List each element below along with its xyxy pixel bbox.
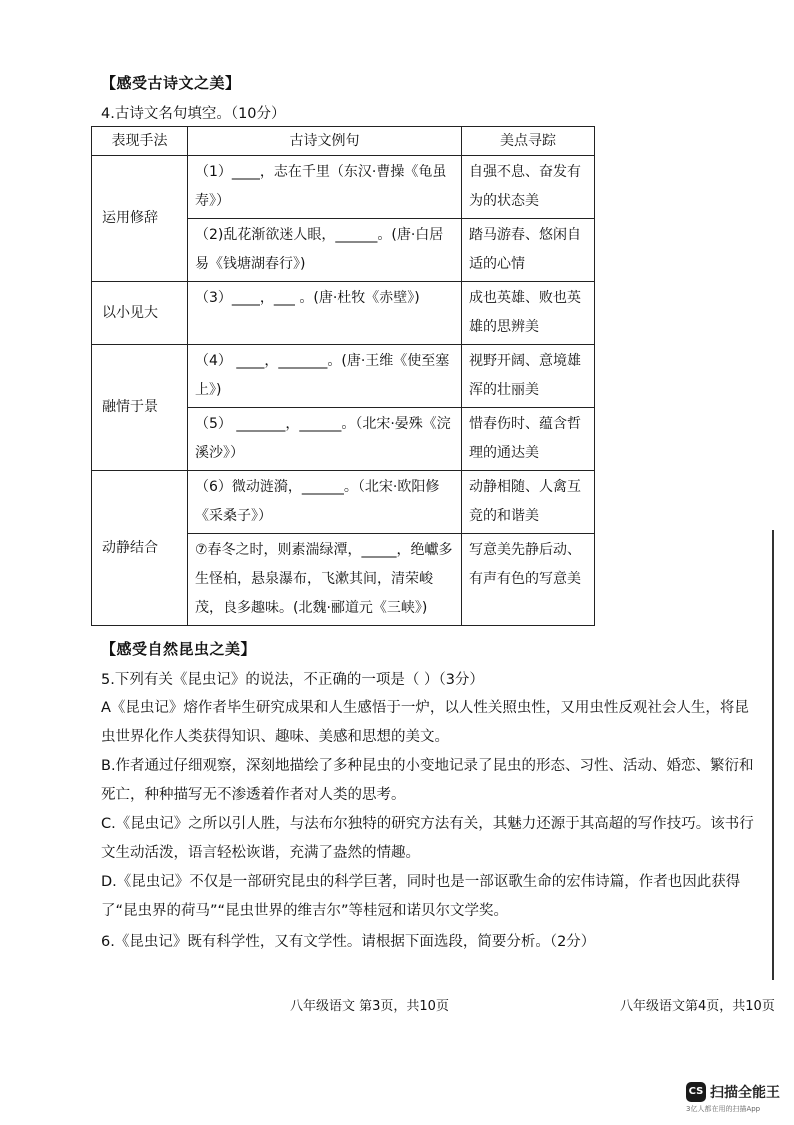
example-cell: ⑦春冬之时，则素湍绿潭，_____，绝巘多生怪柏，悬泉瀑布，飞漱其间，清荣峻茂，良多趣味。(北魏·郦道元《三峡》) — [188, 534, 462, 626]
table-row — [92, 471, 595, 534]
header-technique: 表现手法 — [92, 127, 188, 156]
example-cell: （6）微动涟漪，______。（北宋·欧阳修《采桑子》） — [188, 471, 462, 534]
category-cell: 以小见大 — [92, 282, 188, 345]
example-cell: （1）____，志在千里（东汉·曹操《龟虽寿》） — [188, 156, 462, 219]
question-5-stem: 5.下列有关《昆虫记》的说法，不正确的一项是（ ）（3分） — [101, 672, 484, 688]
option-c: C.《昆虫记》之所以引人胜，与法布尔独特的研究方法有关，其魅力还源于其高超的写作技巧。该书行文生动活泼，语言轻松诙谐，充满了盎然的情趣。 — [101, 816, 754, 861]
header-example: 古诗文例句 — [188, 127, 462, 156]
beauty-cell: 视野开阔、意境雄浑的壮丽美 — [462, 345, 595, 408]
header-beauty: 美点寻踪 — [462, 127, 595, 156]
beauty-cell: 自强不息、奋发有为的状态美 — [462, 156, 595, 219]
footer-page-left: 八年级语文 第3页，共10页 — [290, 999, 449, 1014]
footer-page-right: 八年级语文第4页，共10页 — [620, 999, 775, 1014]
beauty-cell: 成也英雄、败也英雄的思辨美 — [462, 282, 595, 345]
table-row — [92, 282, 595, 345]
table-header-row — [92, 127, 595, 156]
category-cell: 融情于景 — [92, 345, 188, 471]
table-row — [92, 156, 595, 219]
beauty-cell: 写意美先静后动、有声有色的写意美 — [462, 534, 595, 626]
option-a: A《昆虫记》熔作者毕生研究成果和人生感悟于一炉，以人性关照虫性，又用虫性反观社会人生，将昆虫世界化作人类获得知识、趣味、美感和思想的美文。 — [101, 700, 749, 745]
section-title-insects: 【感受自然昆虫之美】 — [101, 640, 257, 658]
camscanner-tagline: 3亿人都在用的扫描App — [686, 1105, 761, 1113]
example-cell: （5） _______，______。（北宋·晏殊《浣溪沙》） — [188, 408, 462, 471]
beauty-cell: 踏马游春、悠闲自适的心情 — [462, 219, 595, 282]
beauty-cell: 惜春伤时、蕴含哲理的通达美 — [462, 408, 595, 471]
category-cell: 动静结合 — [92, 471, 188, 626]
beauty-cell: 动静相随、人禽互竞的和谐美 — [462, 471, 595, 534]
section-title-ancient-poetry: 【感受古诗文之美】 — [101, 74, 241, 92]
category-cell: 运用修辞 — [92, 156, 188, 282]
example-cell: （2)乱花渐欲迷人眼，______。(唐·白居易《钱塘湖春行》) — [188, 219, 462, 282]
option-d: D.《昆虫记》不仅是一部研究昆虫的科学巨著，同时也是一部讴歌生命的宏伟诗篇，作者也因此获得了“昆虫界的荷马”“昆虫世界的维吉尔”等桂冠和诺贝尔文学奖。 — [101, 874, 741, 919]
table-row — [92, 345, 595, 408]
camscanner-name: 扫描全能王 — [710, 1085, 780, 1101]
page-divider-line — [772, 530, 774, 980]
camscanner-logo-icon: CS — [686, 1082, 706, 1102]
option-b: B.作者通过仔细观察，深刻地描绘了多种昆虫的小变地记录了昆虫的形态、习性、活动、婚恋、繁衍和死亡，种种描写无不渗透着作者对人类的思考。 — [101, 758, 754, 803]
question-4-stem: 4.古诗文名句填空。（10分） — [101, 106, 286, 122]
example-cell: （3）____，___ 。(唐·杜牧《赤壁》) — [188, 282, 462, 345]
poem-fill-table — [91, 126, 595, 626]
question-6-stem: 6.《昆虫记》既有科学性，又有文学性。请根据下面选段，简要分析。（2分） — [101, 934, 596, 950]
example-cell: （4） ____，_______。(唐·王维《使至塞上》) — [188, 345, 462, 408]
